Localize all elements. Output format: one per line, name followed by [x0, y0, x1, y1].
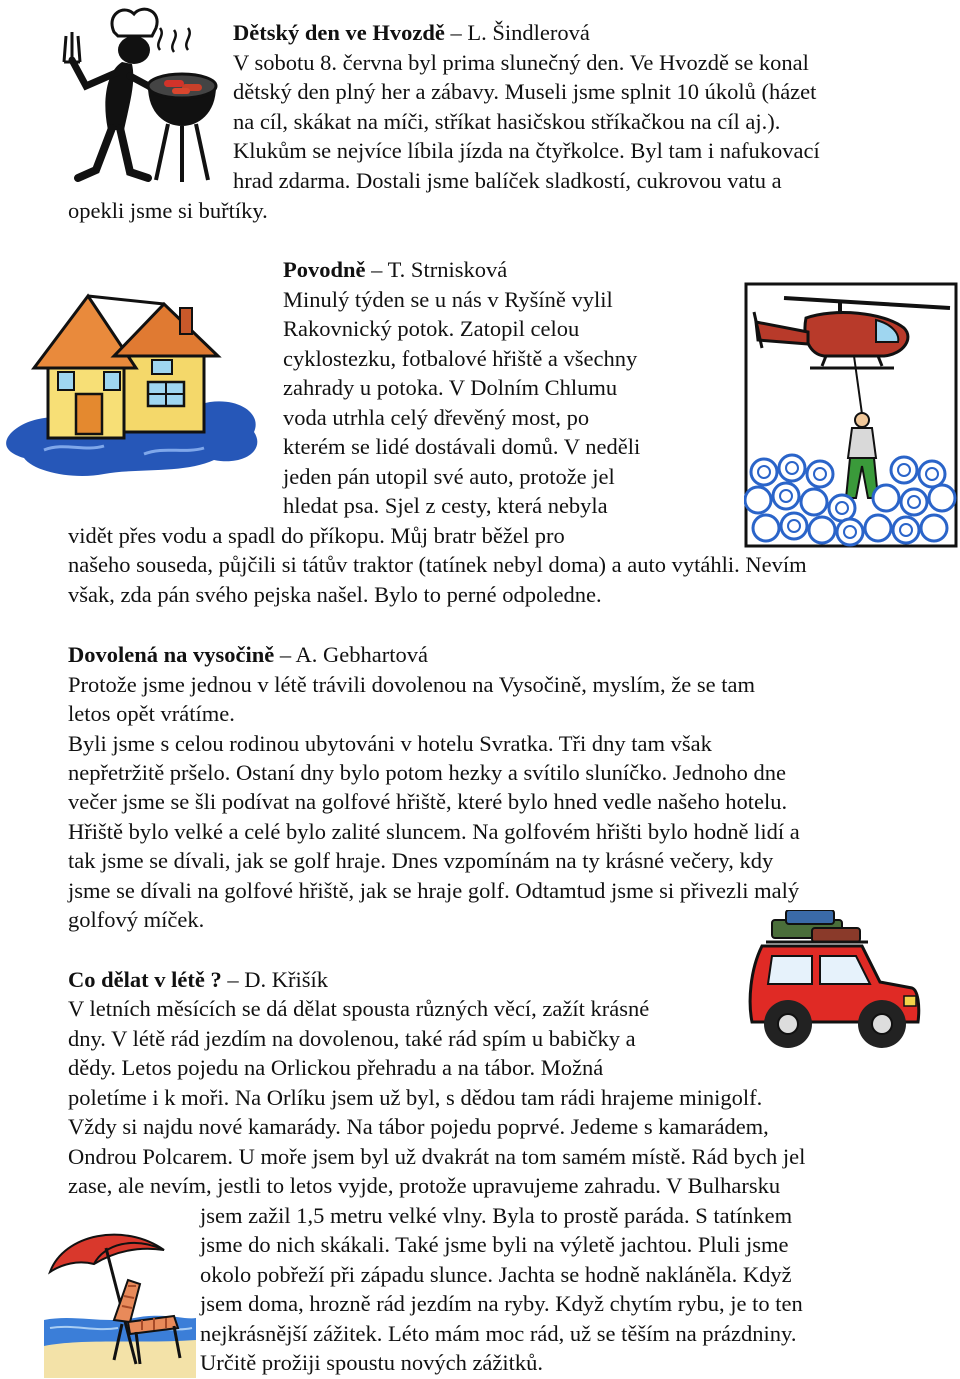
article-text-line: zahrady u potoka. V Dolním Chlumu	[283, 375, 618, 400]
article-text-line: voda utrhla celý dřevěný most, po	[283, 405, 590, 430]
red-car-with-luggage-icon	[742, 910, 924, 1062]
article-title-line	[68, 965, 328, 995]
article-text-line: dědy. Letos pojedu na Orlickou přehradu a na tábor. Možná	[68, 1055, 604, 1080]
article-author: A. Gebhartová	[295, 642, 428, 667]
article-text-line: jsme do nich skákali. Také jsme byli na výletě jachtou. Pluli jsme	[200, 1232, 789, 1257]
article-title: Co dělat v létě ?	[68, 967, 222, 992]
author-separator: –	[444, 20, 468, 45]
article-text-line: Rakovnický potok. Zatopil celou	[283, 316, 580, 341]
article-author: L. Šindlerová	[467, 20, 590, 45]
article-text-line: Klukům se nejvíce líbila jízda na čtyřkolce. Byl tam i nafukovací	[233, 138, 820, 163]
article-title-line	[68, 640, 428, 670]
article-title: Dětský den ve Hvozdě	[233, 20, 445, 45]
article-text-line: jsem zažil 1,5 metru velké vlny. Byla to prostě paráda. S tatínkem	[200, 1203, 793, 1228]
article-text-line: jsme se dívali na golfové hřiště, jak se hraje golf. Odtamtud jsme si přivezli malý	[68, 878, 800, 903]
article-text-line: nepřetržitě pršelo. Ostaní dny bylo potom hezky a svítilo sluníčko. Jednoho dne	[68, 760, 786, 785]
article-text-line: letos opět vrátíme.	[68, 701, 235, 726]
article-text-line: Určitě prožiji spoustu nových zážitků.	[200, 1350, 544, 1375]
article-text-line: V sobotu 8. června byl prima slunečný den. Ve Hvozdě se konal	[233, 50, 809, 75]
article-text-line: golfový míček.	[68, 907, 205, 932]
beach-umbrella-chair-icon	[44, 1224, 196, 1378]
article-text-line: cyklostezku, fotbalové hřiště a všechny	[283, 346, 638, 371]
article-text-line: poletíme i k moři. Na Orlíku jsem už byl, s dědou tam rádi hrajeme minigolf.	[68, 1085, 763, 1110]
article-author: T. Strnisková	[387, 257, 508, 282]
article-text-line: jsem doma, hrozně rád jezdím na ryby. Když chytím rybu, je to ten	[200, 1291, 803, 1316]
article-text-line: tak jsme se dívali, jak se golf hraje. Dnes vzpomínám na ty krásné večery, kdy	[68, 848, 774, 873]
article-text-line: Byli jsme s celou rodinou ubytováni v hotelu Svratka. Tři dny tam však	[68, 731, 712, 756]
author-separator: –	[274, 642, 296, 667]
article-text-line: zase, ale nevím, jestli to letos vyjde, protože upravujeme zahradu. V Bulharsku	[68, 1173, 781, 1198]
article-title-line	[283, 255, 507, 285]
article-text-line: dětský den plný her a zábavy. Museli jsme splnit 10 úkolů (házet	[233, 79, 817, 104]
flooded-house-icon	[4, 282, 268, 482]
author-separator: –	[365, 257, 388, 282]
article-text-line: večer jsme se šli podívat na golfové hřiště, které bylo hned vedle našeho hotelu.	[68, 789, 788, 814]
article-text-line: Protože jsme jednou v létě trávili dovolenou na Vysočině, myslím, že se tam	[68, 672, 755, 697]
article-text-line: hrad zdarma. Dostali jsme balíček sladkostí, cukrovou vatu a	[233, 168, 782, 193]
article-text-line: kterém se lidé dostávali domů. V neděli	[283, 434, 641, 459]
article-text-line: opekli jsme si buřtíky.	[68, 198, 268, 223]
article-text-line: na cíl, skákat na míči, stříkat hasičskou stříkačkou na cíl aj.).	[233, 109, 781, 134]
article-text-line: Minulý týden se u nás v Ryšíně vylil	[283, 287, 613, 312]
article-text-line: nejkrásnější zážitek. Léto mám moc rád, už se těším na prázdniny.	[200, 1321, 797, 1346]
article-text-line: V letních měsících se dá dělat spousta různých věcí, zažít krásné	[68, 996, 650, 1021]
article-title: Dovolená na vysočině	[68, 642, 275, 667]
article-text-line: Ondrou Polcarem. U moře jsem byl už dvakrát na tom samém místě. Rád bych jel	[68, 1144, 806, 1169]
article-text-line: okolo pobřeží při západu slunce. Jachta se hodně nakláněla. Když	[200, 1262, 792, 1287]
article-text-line: vidět přes vodu a spadl do příkopu. Můj bratr běžel pro	[68, 523, 565, 548]
article-title-line	[233, 18, 590, 48]
helicopter-rescue-icon	[744, 282, 958, 548]
article-text-line: Vždy si najdu nové kamarády. Na tábor pojedu poprvé. Jedeme s kamarádem,	[68, 1114, 769, 1139]
article-text-line: hledat psa. Sjel z cesty, která nebyla	[283, 493, 608, 518]
article-text-line: jeden pán utopil své auto, protože jel	[283, 464, 615, 489]
article-author: D. Křišík	[244, 967, 328, 992]
author-separator: –	[221, 967, 245, 992]
barbecue-chef-icon	[36, 2, 226, 192]
article-text-line: dny. V létě rád jezdím na dovolenou, také rád spím u babičky a	[68, 1026, 636, 1051]
article-text-line: Hřiště bylo velké a celé bylo zalité sluncem. Na golfovém hřišti bylo hodně lidí a	[68, 819, 800, 844]
article-title: Povodně	[283, 257, 366, 282]
article-text-line: našeho souseda, půjčili si tátův traktor (tatínek nebyl doma) a auto vytáhli. Nevím	[68, 552, 807, 577]
article-text-line: však, zda pán svého pejska našel. Bylo to perné odpoledne.	[68, 582, 602, 607]
